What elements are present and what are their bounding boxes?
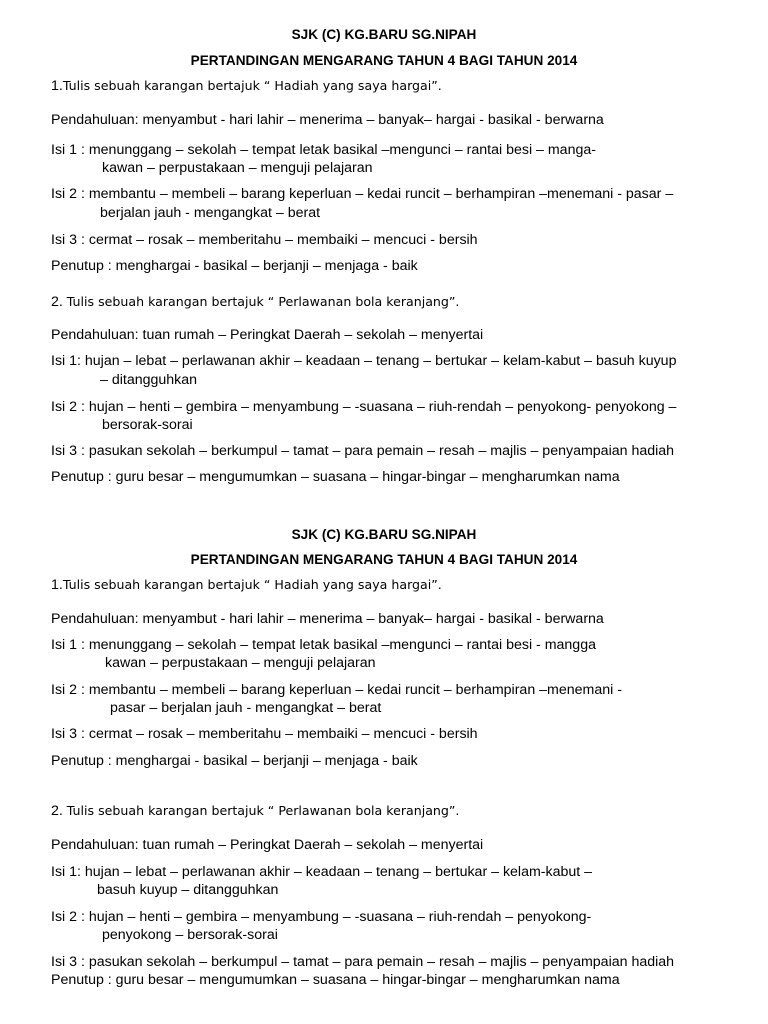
isi-1-line: Isi 1: hujan – lebat – perlawanan akhir – keadaan – tenang – bertukar – kelam-kabut – basuh kuyup [51, 353, 677, 369]
school-name: SJK (C) KG.BARU SG.NIPAH [291, 27, 477, 42]
question-title: Tulis sebuah karangan bertajuk “ Perlawanan bola keranjang”. [66, 803, 460, 818]
pendahuluan-line: Pendahuluan: menyambut - hari lahir – menerima – banyak– hargai - basikal - berwarna [51, 112, 604, 128]
isi-2-continuation: pasar – berjalan jauh - mengangkat – berat [110, 700, 382, 716]
isi-1-line: Isi 1: hujan – lebat – perlawanan akhir – keadaan – tenang – bertukar – kelam-kabut – [51, 864, 593, 880]
isi-2-line: Isi 2 : hujan – henti – gembira – menyambung – -suasana – riuh-rendah – penyokong- penyokong – [51, 399, 677, 415]
penutup-line: Penutup : menghargai - basikal – berjanji – menjaga - baik [51, 258, 418, 274]
question-number: 2. [51, 294, 67, 310]
pendahuluan-line: Pendahuluan: tuan rumah – Peringkat Daerah – sekolah – menyertai [51, 327, 484, 343]
question-2-heading [51, 802, 459, 820]
question-title: Tulis sebuah karangan bertajuk “ Hadiah yang saya hargai”. [62, 577, 442, 592]
isi-2-continuation: berjalan jauh - mengangkat – berat [100, 205, 321, 221]
isi-1-line: Isi 1 : menunggang – sekolah – tempat letak basikal –mengunci – rantai besi - mangga [51, 637, 596, 653]
isi-2-continuation: penyokong – bersorak-sorai [102, 927, 278, 943]
penutup-line: Penutup : guru besar – mengumumkan – suasana – hingar-bingar – mengharumkan nama [51, 469, 620, 485]
isi-2-line: Isi 2 : membantu – membeli – barang keperluan – kedai runcit – berhampiran –menemani - [51, 682, 622, 698]
penutup-line: Penutup : menghargai - basikal – berjanji – menjaga - baik [51, 753, 418, 769]
pendahuluan-line: Pendahuluan: tuan rumah – Peringkat Daerah – sekolah – menyertai [51, 837, 484, 853]
isi-3-line: Isi 3 : cermat – rosak – memberitahu – membaiki – mencuci - bersih [51, 726, 478, 742]
question-number: 1. [51, 78, 63, 94]
question-1-heading [51, 576, 442, 594]
question-number: 1. [51, 577, 63, 593]
contest-title: PERTANDINGAN MENGARANG TAHUN 4 BAGI TAHUN 2014 [190, 552, 578, 567]
question-number: 2. [51, 803, 67, 819]
isi-2-line: Isi 2 : hujan – henti – gembira – menyambung – -suasana – riuh-rendah – penyokong- [51, 909, 592, 925]
isi-1-continuation: – ditangguhkan [100, 372, 198, 388]
isi-1-continuation: kawan – perpustakaan – menguji pelajaran [102, 160, 373, 176]
penutup-line: Penutup : guru besar – mengumumkan – suasana – hingar-bingar – mengharumkan nama [51, 972, 620, 988]
isi-1-continuation: basuh kuyup – ditangguhkan [97, 882, 279, 898]
isi-2-continuation: bersorak-sorai [102, 417, 193, 433]
isi-1-continuation: kawan – perpustakaan – menguji pelajaran [105, 655, 376, 671]
isi-3-line: Isi 3 : pasukan sekolah – berkumpul – tamat – para pemain – resah – majlis – penyampaian hadiah [51, 954, 675, 970]
question-title: Tulis sebuah karangan bertajuk “ Perlawanan bola keranjang”. [66, 294, 460, 309]
school-name: SJK (C) KG.BARU SG.NIPAH [291, 527, 477, 542]
question-title: Tulis sebuah karangan bertajuk “ Hadiah yang saya hargai”. [62, 78, 442, 93]
question-2-heading [51, 293, 459, 311]
question-1-heading [51, 77, 442, 95]
contest-title: PERTANDINGAN MENGARANG TAHUN 4 BAGI TAHUN 2014 [190, 53, 578, 68]
pendahuluan-line: Pendahuluan: menyambut - hari lahir – menerima – banyak– hargai - basikal - berwarna [51, 611, 604, 627]
isi-2-line: Isi 2 : membantu – membeli – barang keperluan – kedai runcit – berhampiran –menemani - pasar – [51, 186, 674, 202]
isi-1-line: Isi 1 : menunggang – sekolah – tempat letak basikal –mengunci – rantai besi – manga- [51, 142, 596, 158]
isi-3-line: Isi 3 : pasukan sekolah – berkumpul – tamat – para pemain – resah – majlis – penyampaian hadiah [51, 443, 675, 459]
isi-3-line: Isi 3 : cermat – rosak – memberitahu – membaiki – mencuci - bersih [51, 232, 478, 248]
